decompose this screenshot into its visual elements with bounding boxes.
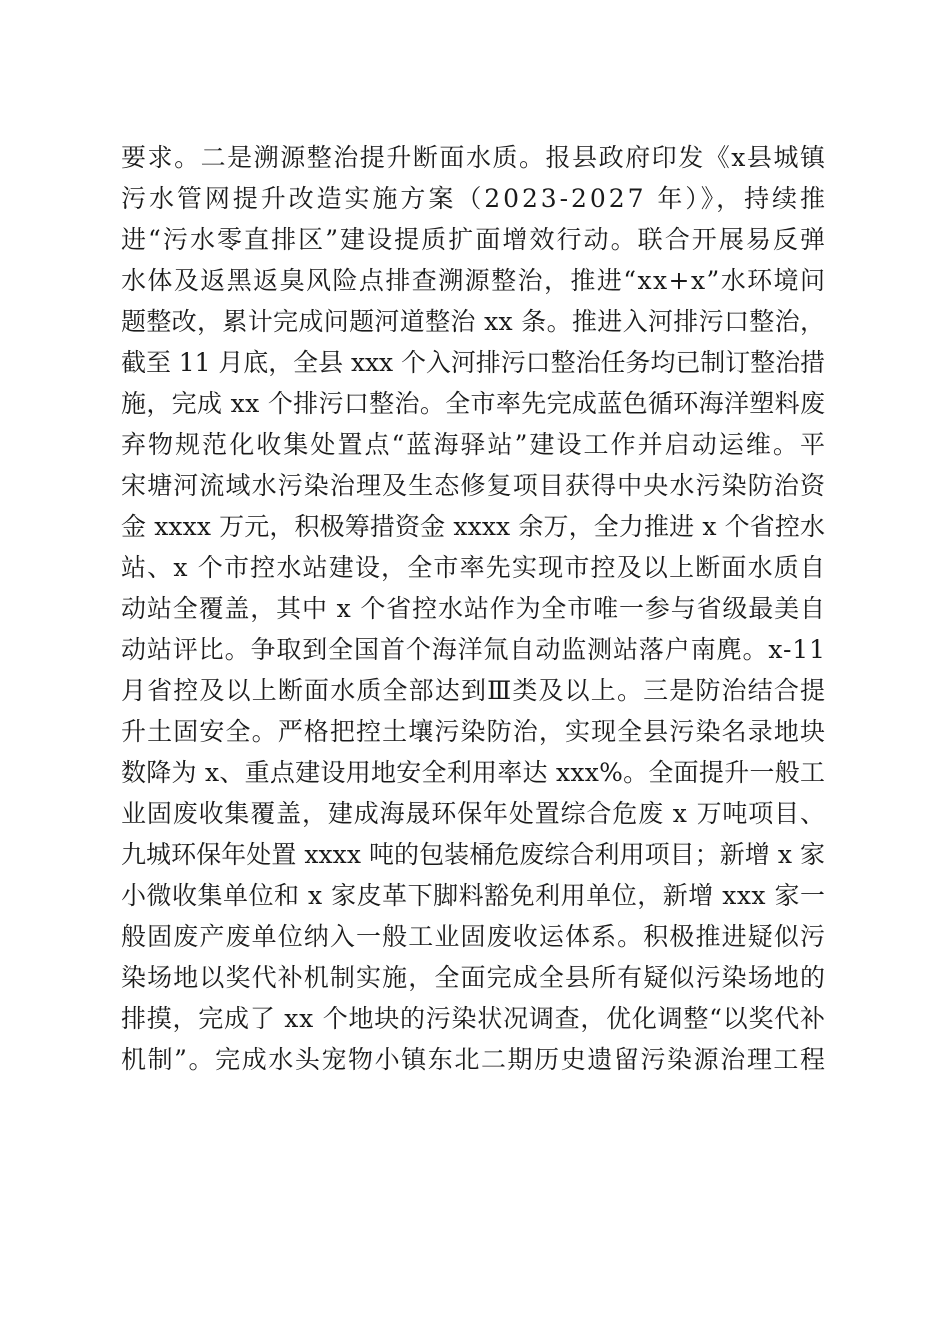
text-line: 进“污水零直排区”建设提质扩面增效行动。联合开展易反弹 — [121, 225, 828, 254]
text-line: 污水管网提升改造实施方案（2023-2027 年）》，持续推 — [121, 184, 828, 213]
text-line: 小微收集单位和 x 家皮革下脚料豁免利用单位，新增 xxx 家一 — [121, 881, 826, 910]
text-line: 排摸，完成了 xx 个地块的污染状况调查，优化调整“以奖代补 — [121, 1004, 826, 1033]
text-line: 九城环保年处置 xxxx 吨的包装桶危废综合利用项目；新增 x 家 — [121, 840, 826, 869]
text-line: 站、x 个市控水站建设，全市率先实现市控及以上断面水质自 — [121, 553, 827, 582]
text-line: 机制”。完成水头宠物小镇东北二期历史遗留污染源治理工程 — [121, 1045, 827, 1074]
text-line: 业固废收集覆盖，建成海晟环保年处置综合危废 x 万吨项目、 — [121, 799, 826, 828]
text-line: 施，完成 xx 个排污口整治。全市率先完成蓝色循环海洋塑料废 — [121, 389, 826, 418]
text-line: 弃物规范化收集处置点“蓝海驿站”建设工作并启动运维。平 — [121, 430, 828, 459]
text-line: 数降为 x、重点建设用地安全利用率达 xxx%。全面提升一般工 — [121, 758, 826, 787]
text-line: 题整改，累计完成问题河道整治 xx 条。推进入河排污口整治， — [121, 307, 826, 336]
text-line: 水体及返黑返臭风险点排查溯源整治，推进“xx+x”水环境问 — [121, 266, 827, 295]
text-line: 宋塘河流域水污染治理及生态修复项目获得中央水污染防治资 — [121, 471, 827, 500]
text-line: 月省控及以上断面水质全部达到Ⅲ类及以上。三是防治结合提 — [121, 676, 827, 705]
text-line: 截至 11 月底，全县 xxx 个入河排污口整治任务均已制订整治措 — [121, 348, 825, 377]
text-line: 般固废产废单位纳入一般工业固废收运体系。积极推进疑似污 — [121, 922, 827, 951]
body-paragraph — [121, 137, 828, 1080]
text-line: 动站评比。争取到全国首个海洋氚自动监测站落户南麂。x-11 — [121, 635, 826, 664]
text-line: 金 xxxx 万元，积极筹措资金 xxxx 余万，全力推进 x 个省控水 — [121, 512, 826, 541]
text-line: 动站全覆盖，其中 x 个省控水站作为全市唯一参与省级最美自 — [121, 594, 826, 623]
text-line: 要求。二是溯源整治提升断面水质。报县政府印发《x县城镇 — [121, 143, 827, 172]
text-line: 染场地以奖代补机制实施，全面完成全县所有疑似污染场地的 — [121, 963, 827, 992]
text-line: 升土固安全。严格把控土壤污染防治，实现全县污染名录地块 — [121, 717, 827, 746]
